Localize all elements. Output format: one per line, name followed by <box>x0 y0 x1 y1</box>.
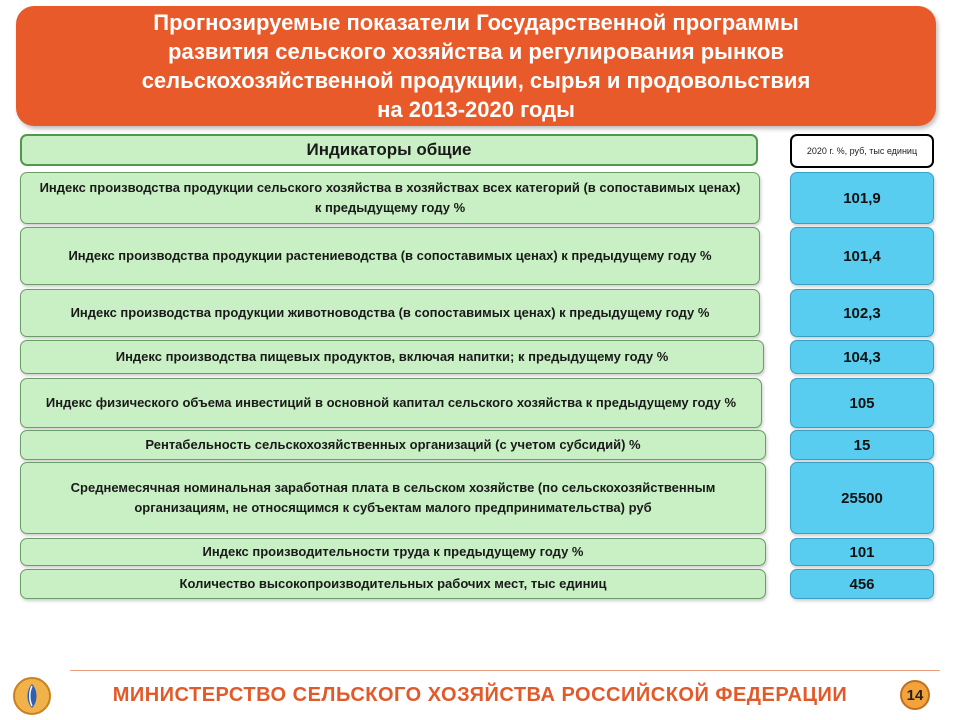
indicator-row: Количество высокопроизводительных рабочих мест, тыс единиц <box>20 569 766 599</box>
indicator-row: Индекс производства пищевых продуктов, включая напитки; к предыдущему году % <box>20 340 764 374</box>
indicator-row: Среднемесячная номинальная заработная плата в сельском хозяйстве (по сельскохозяйственным организациям, не относящимся к субъектам малого предпринимательства) руб <box>20 462 766 534</box>
ministry-emblem-icon <box>12 676 52 716</box>
unit-header: 2020 г. %, руб, тыс единиц <box>790 134 934 168</box>
indicator-value: 25500 <box>790 462 934 534</box>
indicator-row: Индекс производства продукции сельского хозяйства в хозяйствах всех категорий (в сопоставимых ценах) к предыдущему году % <box>20 172 760 224</box>
indicator-row: Рентабельность сельскохозяйственных организаций (с учетом субсидий) % <box>20 430 766 460</box>
indicator-row: Индекс производства продукции животноводства (в сопоставимых ценах) к предыдущему году % <box>20 289 760 337</box>
indicator-value: 104,3 <box>790 340 934 374</box>
page-number: 14 <box>900 680 930 710</box>
indicator-value: 15 <box>790 430 934 460</box>
indicators-header: Индикаторы общие <box>20 134 758 166</box>
indicator-value: 456 <box>790 569 934 599</box>
page-title: Прогнозируемые показатели Государственной программы развития сельского хозяйства и регулирования рынков сельскохозяйственной продукции, сырья и продовольствия на 2013-2020 годы <box>141 10 811 122</box>
indicator-value: 101 <box>790 538 934 566</box>
indicator-value: 101,9 <box>790 172 934 224</box>
title-banner <box>16 6 936 126</box>
indicator-value: 105 <box>790 378 934 428</box>
indicator-row: Индекс физического объема инвестиций в основной капитал сельского хозяйства к предыдущему году % <box>20 378 762 428</box>
indicator-row: Индекс производства продукции растениеводства (в сопоставимых ценах) к предыдущему году % <box>20 227 760 285</box>
ministry-name: МИНИСТЕРСТВО СЕЛЬСКОГО ХОЗЯЙСТВА РОССИЙСКОЙ ФЕДЕРАЦИИ <box>112 684 848 706</box>
indicator-row: Индекс производительности труда к предыдущему году % <box>20 538 766 566</box>
indicator-value: 101,4 <box>790 227 934 285</box>
footer-divider <box>70 670 940 671</box>
indicator-value: 102,3 <box>790 289 934 337</box>
